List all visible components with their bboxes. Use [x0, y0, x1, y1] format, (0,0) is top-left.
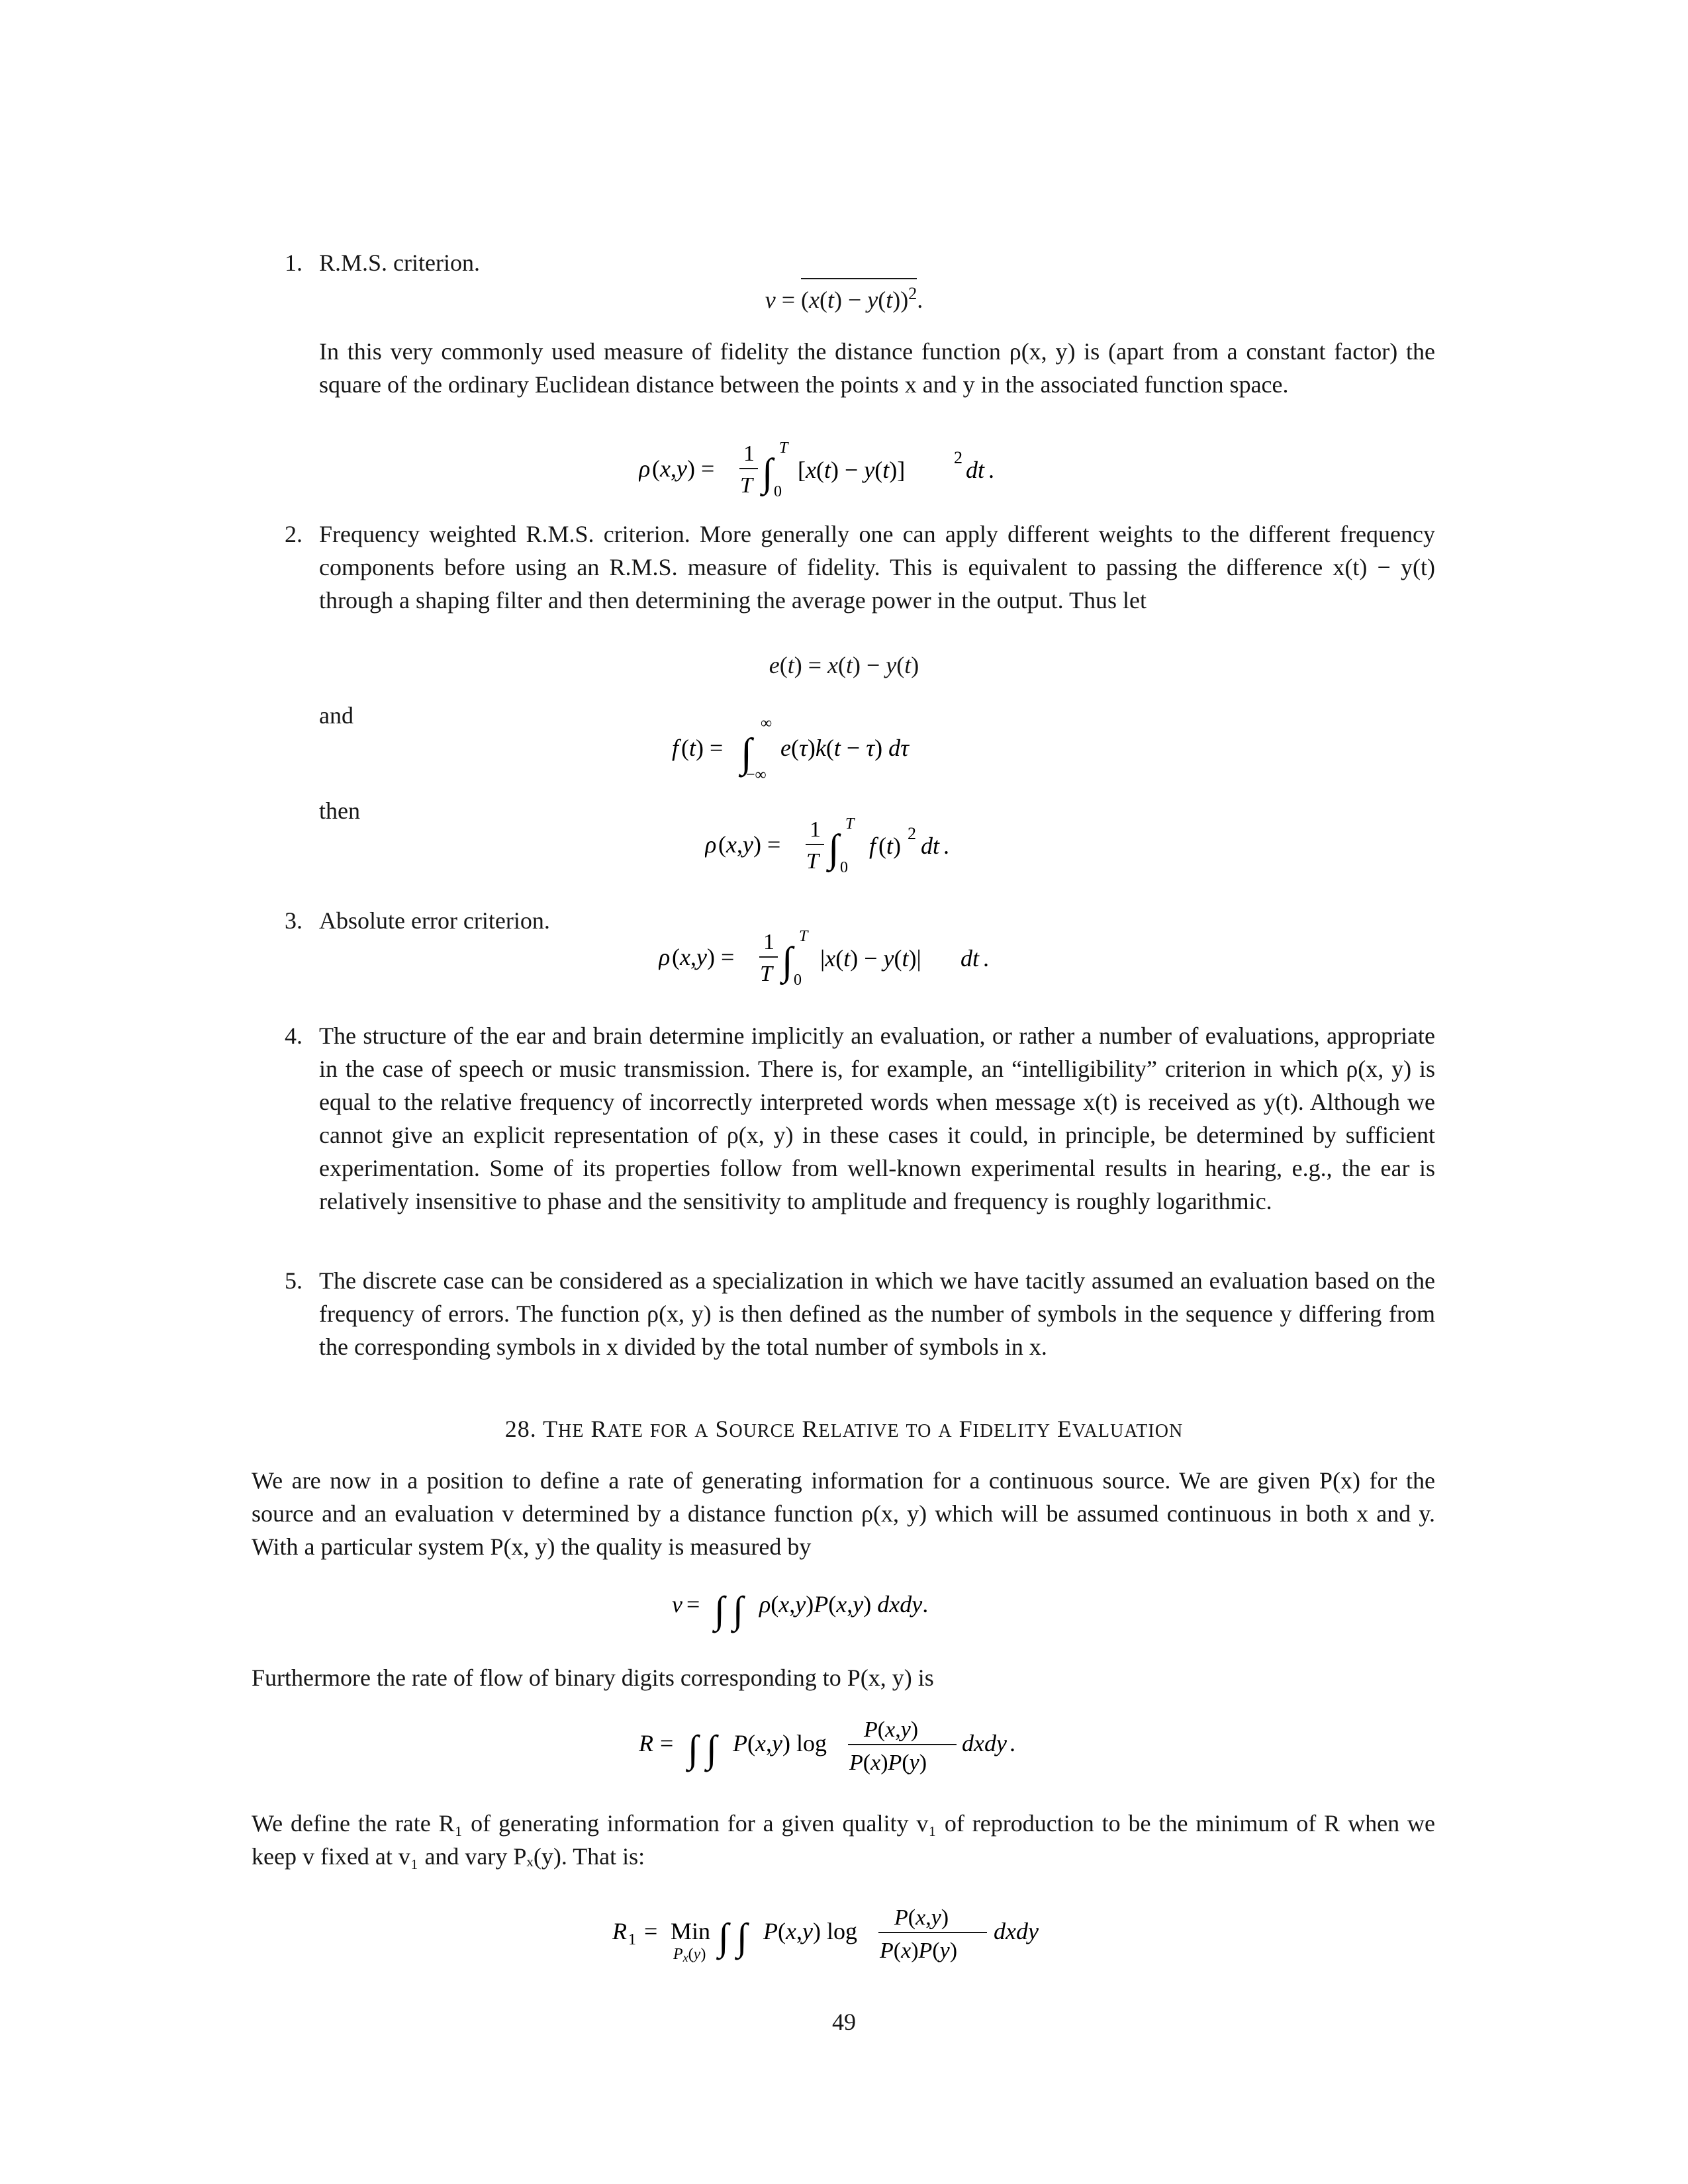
- svg-text:0: 0: [774, 483, 782, 498]
- heading-word: RELATIVE: [802, 1416, 900, 1442]
- svg-text:Min: Min: [671, 1918, 711, 1944]
- equation-filter-convolution: [0, 711, 1688, 784]
- svg-text:.: .: [943, 833, 949, 859]
- svg-text:∫: ∫: [706, 1727, 717, 1770]
- svg-text:P(x)P(y): P(x)P(y): [849, 1751, 927, 1775]
- svg-text:=: =: [660, 1730, 674, 1756]
- svg-text:R: R: [639, 1730, 653, 1756]
- svg-text:[x(t) − y(t)]: [x(t) − y(t)]: [798, 457, 906, 483]
- svg-text:P(x)P(y): P(x)P(y): [880, 1938, 958, 1963]
- svg-text:=: =: [686, 1591, 700, 1617]
- svg-text:(t) =: (t) =: [681, 735, 724, 761]
- equation-rms-distance: [0, 432, 1688, 498]
- equation-error-signal: e(t) = x(t) − y(t): [769, 652, 919, 678]
- section-number: 28.: [504, 1416, 537, 1442]
- svg-text:ρ(x,y)P(x,y) dxdy.: ρ(x,y)P(x,y) dxdy.: [759, 1591, 929, 1617]
- heading-word: RATE: [590, 1416, 643, 1442]
- item-1-title: R.M.S. criterion.: [319, 250, 480, 276]
- svg-text:∫: ∫: [688, 1727, 698, 1770]
- svg-text:2: 2: [908, 824, 916, 843]
- svg-text:T: T: [740, 473, 753, 498]
- svg-text:(x,y) =: (x,y) =: [672, 944, 735, 970]
- svg-text:f: f: [672, 735, 679, 761]
- item-2-then: then: [319, 797, 360, 824]
- item-3-title: Absolute error criterion.: [319, 907, 550, 934]
- svg-text:dt: dt: [961, 945, 980, 972]
- svg-text:2: 2: [954, 448, 962, 467]
- svg-text:v: v: [672, 1591, 682, 1617]
- item-5-text: The discrete case can be considered as a specialization in which we have tacitly assumed an evaluation based on the frequency of errors. The function ρ(x, y) is then defined as the number of symbols in the sequence y differing from the corresponding symbols in x divided by the total number of symbols in x.: [319, 1267, 1435, 1360]
- svg-text:∫: ∫: [714, 1588, 725, 1631]
- item-4-number: 4.: [285, 1023, 303, 1049]
- svg-text:T: T: [806, 849, 819, 874]
- heading-word: TO: [906, 1421, 932, 1441]
- svg-text:∫: ∫: [782, 939, 793, 983]
- svg-text:T: T: [760, 962, 773, 986]
- equation-weighted-rms-distance: [0, 807, 1688, 874]
- svg-text:.: .: [983, 945, 989, 972]
- equation-quality-measure: [0, 1574, 1688, 1633]
- svg-text:R: R: [612, 1918, 627, 1944]
- item-5-number: 5.: [285, 1267, 303, 1294]
- svg-text:T: T: [799, 928, 808, 945]
- equation-minimum-rate: [0, 1893, 1688, 1972]
- item-2-text: Frequency weighted R.M.S. criterion. More generally one can apply different weights to the different frequency components before using an R.M.S. measure of fidelity. This is equivalent to passing the difference x(t) − y(t) through a shaping filter and then determining the average power in the output. Thus let: [319, 521, 1435, 614]
- item-2-number: 2.: [285, 521, 303, 547]
- svg-text:∫: ∫: [762, 451, 773, 494]
- svg-text:f: f: [869, 833, 876, 859]
- svg-text:ρ: ρ: [659, 944, 671, 970]
- equation-rate-integral: [0, 1707, 1688, 1780]
- svg-text:1: 1: [763, 930, 774, 954]
- svg-text:=: =: [644, 1918, 658, 1944]
- heading-word: FIDELITY: [959, 1416, 1051, 1442]
- svg-text:1: 1: [810, 817, 821, 842]
- item-4-text: The structure of the ear and brain determine implicitly an evaluation, or rather a number of evaluations, appropriate in the case of speech or music transmission. There is, for example, an “intelligibility” criterion in which ρ(x, y) is equal to the relative frequency of incorrectly interpreted words when message x(t) is received as y(t). Although we cannot give an explicit representation of ρ(x, y) in these cases it could, in principle, be determined by sufficient experimentation. Some of its properties follow from well-known experimental results in hearing, e.g., the ear is relatively insensitive to phase and the sensitivity to amplitude and frequency is roughly logarithmic.: [319, 1023, 1435, 1214]
- svg-text:∞: ∞: [761, 715, 773, 732]
- item-1-text: In this very commonly used measure of fidelity the distance function ρ(x, y) is (apart from a constant factor) the square of the ordinary Euclidean distance between the points x and y in the associated function space.: [319, 338, 1435, 398]
- svg-text:1: 1: [628, 1931, 636, 1948]
- section-paragraph-1: We are now in a position to define a rate of generating information for a continuous source. We are given P(x) for the source and an evaluation v determined by a distance function ρ(x, y) which will be assumed continuous in both x and y. With a particular system P(x, y) the quality is measured by: [252, 1467, 1435, 1560]
- item-2-and: and: [319, 702, 353, 729]
- item-1-number: 1.: [285, 250, 303, 276]
- svg-text:P(x,y) log: P(x,y) log: [763, 1918, 857, 1944]
- svg-text:dt: dt: [966, 457, 985, 483]
- svg-text:.: .: [988, 457, 994, 483]
- equation-absolute-error-distance: [0, 920, 1688, 986]
- svg-text:e(τ)k(t − τ) dτ: e(τ)k(t − τ) dτ: [780, 735, 909, 761]
- heading-word: A: [694, 1421, 709, 1441]
- svg-text:(t): (t): [878, 833, 902, 859]
- heading-word: EVALUATION: [1057, 1416, 1184, 1442]
- section-paragraph-3: We define the rate R₁ of generating information for a given quality v₁ of reproduction to be the minimum of R when we keep v fixed at v₁ and vary Pₓ(y). That is:: [252, 1810, 1435, 1870]
- svg-text:−∞: −∞: [746, 766, 767, 784]
- heading-word: FOR: [649, 1421, 688, 1441]
- svg-text:∫: ∫: [718, 1915, 729, 1958]
- svg-text:0: 0: [794, 972, 802, 986]
- svg-text:T: T: [845, 815, 855, 833]
- svg-text:Px(y): Px(y): [673, 1946, 706, 1964]
- svg-text:dxdy: dxdy: [994, 1918, 1039, 1944]
- svg-text:ρ: ρ: [705, 831, 717, 858]
- svg-text:(x,y) =: (x,y) =: [718, 831, 781, 858]
- svg-text:0: 0: [840, 859, 848, 874]
- svg-text:dxdy: dxdy: [962, 1730, 1007, 1756]
- svg-text:|x(t) − y(t)|: |x(t) − y(t)|: [820, 945, 921, 972]
- heading-word: A: [938, 1421, 953, 1441]
- equation-rms-criterion: $v = (x(t) - y(t))^2$.: [0, 278, 1688, 318]
- svg-text:.: .: [1009, 1730, 1015, 1756]
- svg-text:dt: dt: [921, 833, 940, 859]
- section-paragraph-2: Furthermore the rate of flow of binary digits corresponding to P(x, y) is: [252, 1664, 934, 1691]
- svg-text:(x,y) =: (x,y) =: [652, 455, 715, 482]
- svg-text:P(x,y): P(x,y): [864, 1717, 919, 1742]
- item-3-number: 3.: [285, 907, 303, 934]
- svg-text:∫: ∫: [737, 1915, 747, 1958]
- page-number: 49: [832, 2009, 856, 2035]
- svg-text:P(x,y): P(x,y): [894, 1905, 949, 1930]
- svg-text:∫: ∫: [733, 1588, 743, 1631]
- svg-text:ρ: ρ: [639, 455, 651, 482]
- section-heading: [0, 1412, 1688, 1448]
- svg-text:∫: ∫: [828, 827, 839, 870]
- svg-text:1: 1: [743, 441, 755, 466]
- svg-text:P(x,y) log: P(x,y) log: [733, 1730, 827, 1756]
- section-title: [543, 1416, 1183, 1442]
- heading-word: SOURCE: [715, 1416, 796, 1442]
- svg-text:∫: ∫: [741, 731, 752, 776]
- heading-word: THE: [543, 1416, 585, 1442]
- svg-text:T: T: [779, 439, 788, 457]
